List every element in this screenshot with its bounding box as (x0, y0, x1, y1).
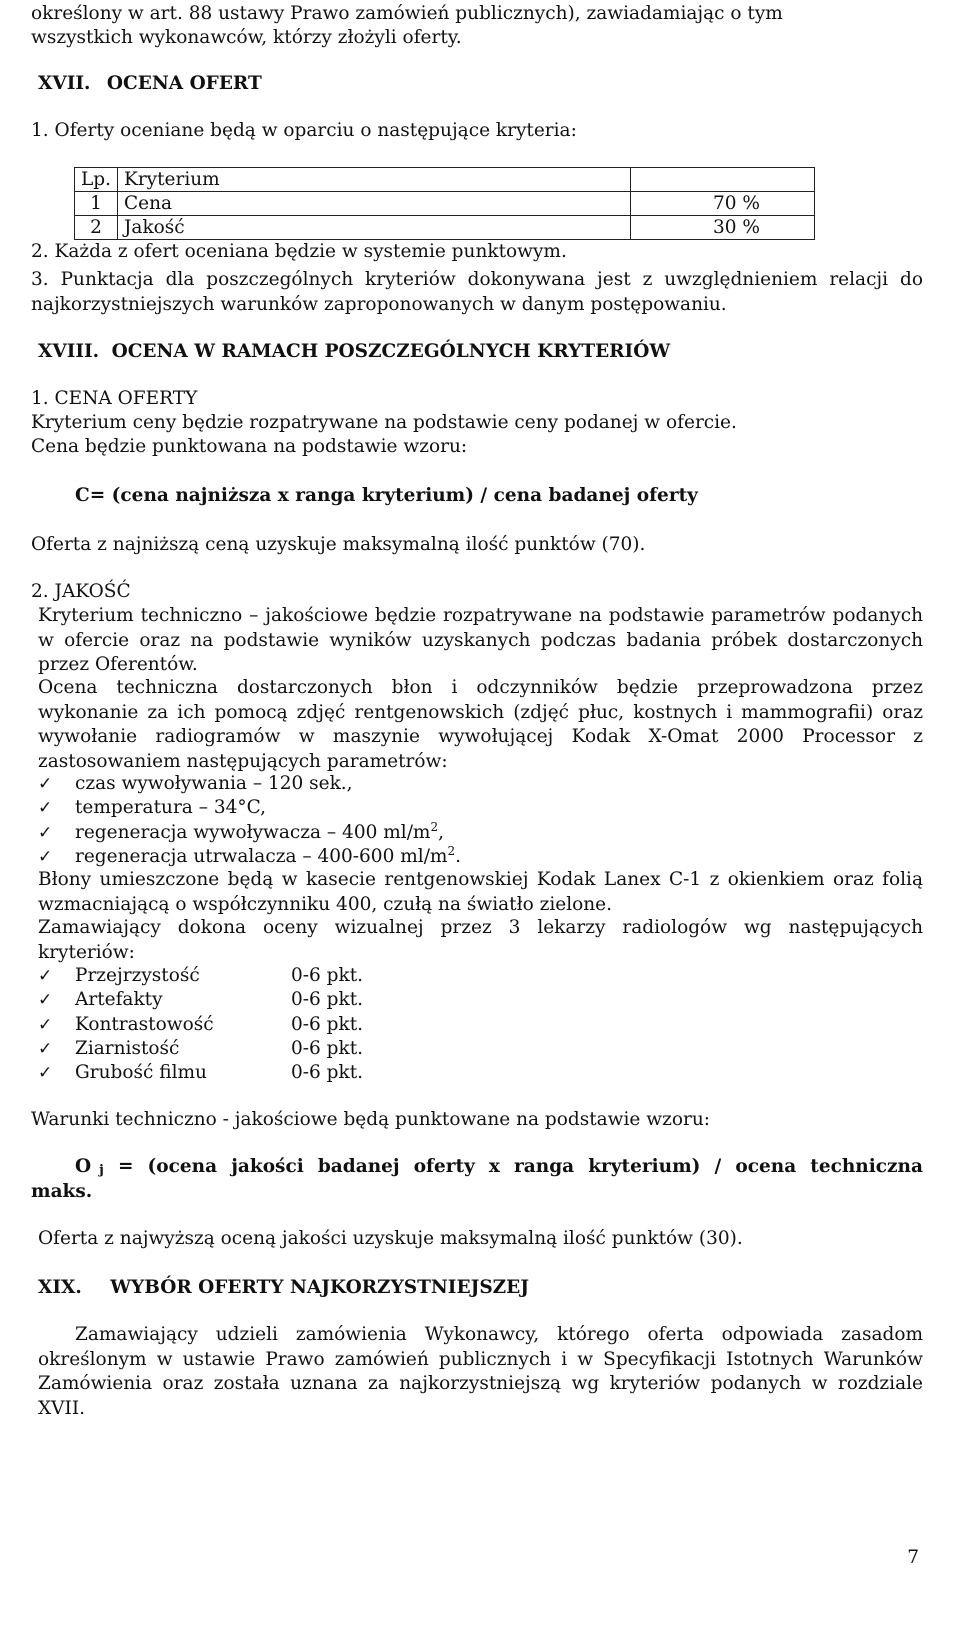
section-19-title: WYBÓR OFERTY NAJKORZYSTNIEJSZEJ (110, 1277, 530, 1298)
check-icon: ✓ (38, 990, 53, 1011)
quality-formula-end: maks. (31, 1181, 93, 1202)
section-17-heading (38, 72, 262, 97)
price-heading: 1. CENA OFERTY (31, 388, 198, 409)
table-cell: 2 (75, 216, 118, 240)
list-item: ✓ Kontrastowość 0-6 pkt. (38, 1013, 363, 1037)
table-cell: Jakość (118, 216, 631, 240)
quality-para-3: Błony umieszczone będą w kasecie rentgenowskiej Kodak Lanex C-1 z okienkiem oraz folią wzmacniającą o współczynniku 400, czułą na światło zielone. (38, 869, 923, 915)
quality-heading: 2. JAKOŚĆ (31, 581, 131, 602)
section-19-number: XIX. (38, 1277, 82, 1298)
list-item: ✓ regeneracja utrwalacza – 400-600 $ml/m^2$. (38, 845, 461, 869)
check-icon: ✓ (38, 798, 53, 819)
table-header-cell: Kryterium (118, 168, 631, 192)
criteria-table (74, 167, 815, 240)
check-icon: ✓ (38, 966, 53, 986)
list-item: ✓ Grubość filmu 0-6 pkt. (38, 1061, 363, 1085)
check-icon: ✓ (38, 774, 53, 794)
section-17-item-2: 2. Każda z ofert oceniana będzie w systemie punktowym. (31, 241, 567, 262)
section-19-para: Zamawiający udzieli zamówienia Wykonawcy, którego oferta odpowiada zasadom określonym w ustawie Prawo zamówień publicznych i w Specyfikacji Istotnych Warunków Zamówienia oraz została uznana za najkorzystniejszą wg kryteriów podanych w rozdziale XVII. (38, 1324, 923, 1419)
section-18-heading (38, 340, 670, 365)
quality-para-1: Kryterium techniczno – jakościowe będzie rozpatrywane na podstawie parametrów podanych w ofercie oraz na podstawie wyników uzyskanych podczas badania próbek dostarczonych przez Oferentów. (38, 605, 923, 675)
quality-para-4: Zamawiający dokona oceny wizualnej przez 3 lekarzy radiologów wg następujących kryteriów: (38, 917, 923, 963)
table-header-cell (631, 168, 815, 192)
intro-line-1: określony w art. 88 ustawy Prawo zamówień publicznych), zawiadamiając o tym (31, 3, 783, 24)
intro-line-2: wszystkich wykonawców, którzy złożyli oferty. (31, 27, 462, 48)
list-item: ✓ regeneracja wywoływacza – 400 $ml/m^2$, (38, 821, 461, 845)
quality-formula-intro: Warunki techniczno - jakościowe będą punktowane na podstawie wzoru: (31, 1109, 710, 1130)
list-item: ✓ czas wywoływania – 120 sek., (38, 772, 461, 796)
table-cell: 30 % (631, 216, 815, 240)
section-17-number: XVII. (38, 73, 91, 94)
list-item: ✓ temperatura – 34°C, (38, 796, 461, 820)
section-17-item-3: 3. Punktacja dla poszczególnych kryteriów dokonywana jest z uwzględnieniem relacji do najkorzystniejszych warunków zaproponowanych w danym postępowaniu. (31, 269, 923, 315)
table-cell: 70 % (631, 192, 815, 216)
criteria-list (38, 964, 363, 1085)
price-note: Oferta z najniższą ceną uzyskuje maksymalną ilość punktów (70). (31, 534, 646, 555)
page-number: 7 (907, 1547, 919, 1568)
check-icon: ✓ (38, 846, 53, 867)
list-item: ✓ Przejrzystość 0-6 pkt. (38, 964, 363, 988)
check-icon: ✓ (38, 1063, 53, 1084)
section-19-heading (38, 1276, 529, 1301)
section-18-title: OCENA W RAMACH POSZCZEGÓLNYCH KRYTERIÓW (111, 341, 671, 362)
price-formula: C= (cena najniższa x ranga kryterium) / cena badanej oferty (75, 485, 698, 506)
check-icon: ✓ (38, 1038, 53, 1059)
table-row (75, 216, 815, 240)
table-cell: 1 (75, 192, 118, 216)
section-18-number: XVIII. (38, 341, 100, 362)
quality-formula: O j = (ocena jakości badanej oferty x ranga kryterium) / ocena techniczna (75, 1156, 923, 1178)
quality-para-2: Ocena techniczna dostarczonych błon i odczynników będzie przeprowadzona przez wykonanie za ich pomocą zdjęć rentgenowskich (zdjęć płuc, kostnych i mammografii) oraz wywołanie radiogramów w maszynie wywołującej Kodak X-Omat 2000 Processor z zastosowaniem następujących parametrów: (38, 677, 923, 772)
price-line-2: Cena będzie punktowana na podstawie wzoru: (31, 436, 468, 457)
list-item: ✓ Artefakty 0-6 pkt. (38, 988, 363, 1012)
table-cell: Cena (118, 192, 631, 216)
price-line-1: Kryterium ceny będzie rozpatrywane na podstawie ceny podanej w ofercie. (31, 412, 737, 433)
parameter-list (38, 772, 461, 869)
check-icon: ✓ (38, 822, 53, 843)
table-header-row (75, 168, 815, 192)
table-row (75, 192, 815, 216)
quality-note: Oferta z najwyższą oceną jakości uzyskuje maksymalną ilość punktów (30). (38, 1228, 743, 1249)
table-header-cell: Lp. (75, 168, 118, 192)
check-icon: ✓ (38, 1014, 53, 1035)
section-17-item-1: 1. Oferty oceniane będą w oparciu o następujące kryteria: (31, 120, 577, 141)
list-item: ✓ Ziarnistość 0-6 pkt. (38, 1037, 363, 1061)
section-17-title: OCENA OFERT (106, 73, 262, 94)
